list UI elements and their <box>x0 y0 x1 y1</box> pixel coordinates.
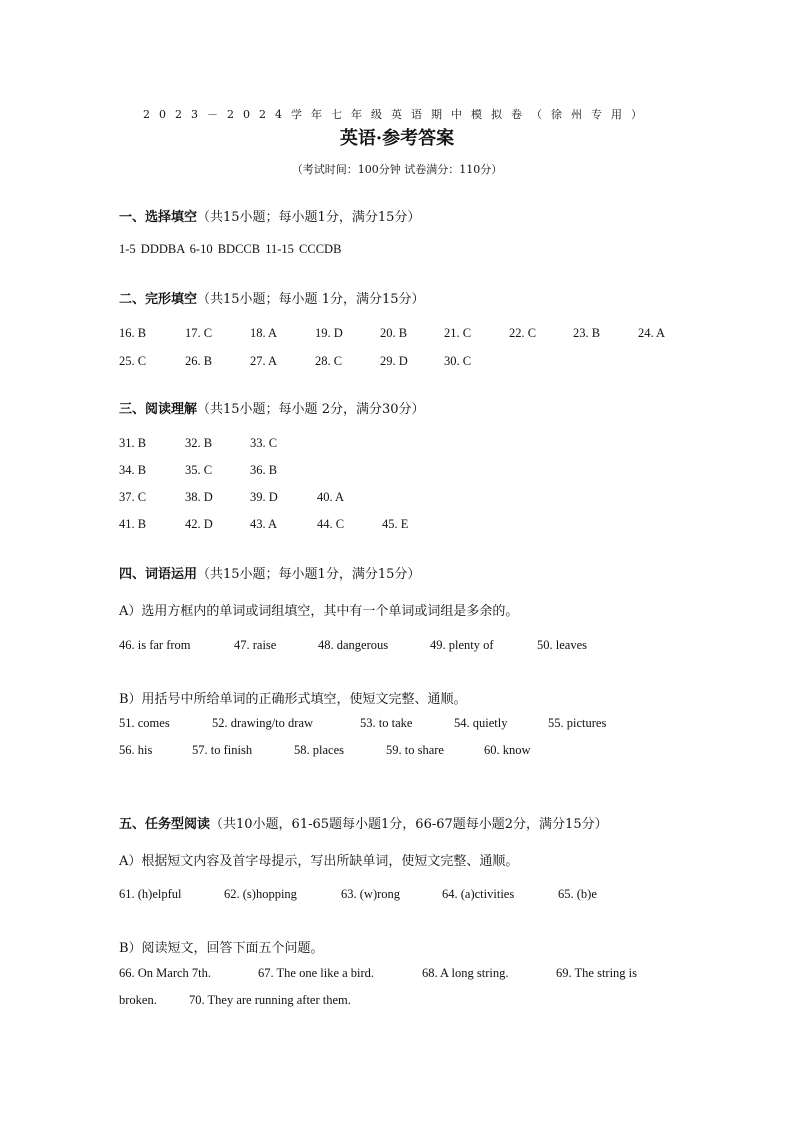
answer-item: 30. C <box>444 354 472 368</box>
section-4-detail: （共15小题；每小题1分，满分15分） <box>197 567 421 582</box>
answer-item: 65. (b)e <box>558 887 597 901</box>
section-1-heading <box>119 206 420 225</box>
answer-item: 39. D <box>250 490 278 504</box>
answer-item: 55. pictures <box>548 716 607 730</box>
answer-item: 27. A <box>250 354 278 368</box>
exam-header: 2023－2024学年七年级英语期中模拟卷（徐州专用） <box>143 108 651 121</box>
answer-item: 28. C <box>315 354 343 368</box>
answer-item: 36. B <box>250 463 278 477</box>
section-4-heading <box>119 563 420 582</box>
answer-item: 49. plenty of <box>430 638 494 652</box>
answer-item: 33. C <box>250 436 278 450</box>
section-4-part-a-instruction: A）选用方框内的单词或词组填空，其中有一个单词或词组是多余的。 <box>119 604 519 619</box>
answer-item: 61. (h)elpful <box>119 887 182 901</box>
answer-item: 64. (a)ctivities <box>442 887 515 901</box>
answer-item: 31. B <box>119 436 147 450</box>
answer-item: 58. places <box>294 743 344 757</box>
page-title: 英语·参考答案 <box>339 128 455 149</box>
answer-item: 43. A <box>250 517 278 531</box>
section-2-heading <box>119 288 425 307</box>
section-3-detail: （共15小题；每小题 2分，满分30分） <box>197 402 425 417</box>
section-1-name: 一、选择填空 <box>119 210 198 225</box>
answer-item: 66. On March 7th. <box>119 966 211 980</box>
section-5-part-b-instruction: B）阅读短文，回答下面五个问题。 <box>119 941 324 956</box>
section-2-detail: （共15小题；每小题 1分，满分15分） <box>197 292 425 307</box>
answer-item: 29. D <box>380 354 408 368</box>
answer-item: 59. to share <box>386 743 444 757</box>
section-1-answers: 1-5 DDDBA 6-10 BDCCB 11-15 CCCDB <box>119 242 342 256</box>
answer-item: 37. C <box>119 490 147 504</box>
answer-item: 67. The one like a bird. <box>258 966 375 980</box>
answer-item: 19. D <box>315 326 343 340</box>
answer-item: 56. his <box>119 743 153 757</box>
answer-item: 41. B <box>119 517 147 531</box>
section-2-name: 二、完形填空 <box>119 292 198 307</box>
section-4-name: 四、词语运用 <box>119 567 198 582</box>
exam-info: （考试时间：100分钟 试卷满分：110分） <box>291 163 503 176</box>
answer-item: 23. B <box>573 326 601 340</box>
answer-item: 57. to finish <box>192 743 253 757</box>
answer-item: 17. C <box>185 326 213 340</box>
answer-item: 32. B <box>185 436 213 450</box>
section-5-name: 五、任务型阅读 <box>119 817 211 832</box>
answer-item: 47. raise <box>234 638 277 652</box>
section-5-part-a-instruction: A）根据短文内容及首字母提示，写出所缺单词，使短文完整、通顺。 <box>119 854 519 869</box>
answer-item: 52. drawing/to draw <box>212 716 314 730</box>
section-3-name: 三、阅读理解 <box>119 402 198 417</box>
answer-item: 45. E <box>382 517 409 531</box>
answer-item: 40. A <box>317 490 345 504</box>
section-1-detail: （共15小题；每小题1分，满分15分） <box>197 210 421 225</box>
answer-item: broken. <box>119 993 157 1007</box>
answer-item: 44. C <box>317 517 345 531</box>
section-5-detail: （共10小题，61-65题每小题1分，66-67题每小题2分，满分15分） <box>210 817 608 832</box>
answer-item: 20. B <box>380 326 408 340</box>
answer-item: 16. B <box>119 326 147 340</box>
answer-item: 51. comes <box>119 716 170 730</box>
answer-item: 62. (s)hopping <box>224 887 297 901</box>
answer-item: 50. leaves <box>537 638 587 652</box>
answer-item: 48. dangerous <box>318 638 389 652</box>
answer-item: 21. C <box>444 326 472 340</box>
answer-item: 34. B <box>119 463 147 477</box>
answer-item: 42. D <box>185 517 213 531</box>
answer-item: 53. to take <box>360 716 413 730</box>
answer-item: 18. A <box>250 326 278 340</box>
answer-item: 63. (w)rong <box>341 887 401 901</box>
answer-item: 25. C <box>119 354 147 368</box>
answer-item: 54. quietly <box>454 716 508 730</box>
section-5-heading <box>119 813 608 832</box>
answer-item: 60. know <box>484 743 531 757</box>
answer-item: 70. They are running after them. <box>189 993 351 1007</box>
answer-item: 22. C <box>509 326 537 340</box>
answer-item: 68. A long string. <box>422 966 509 980</box>
answer-item: 69. The string is <box>556 966 638 980</box>
answer-item: 38. D <box>185 490 213 504</box>
section-4-part-b-instruction: B）用括号中所给单词的正确形式填空，使短文完整、通顺。 <box>119 692 467 707</box>
answer-item: 24. A <box>638 326 666 340</box>
answer-item: 46. is far from <box>119 638 191 652</box>
section-3-heading <box>119 398 425 417</box>
answer-item: 35. C <box>185 463 213 477</box>
answer-item: 26. B <box>185 354 213 368</box>
